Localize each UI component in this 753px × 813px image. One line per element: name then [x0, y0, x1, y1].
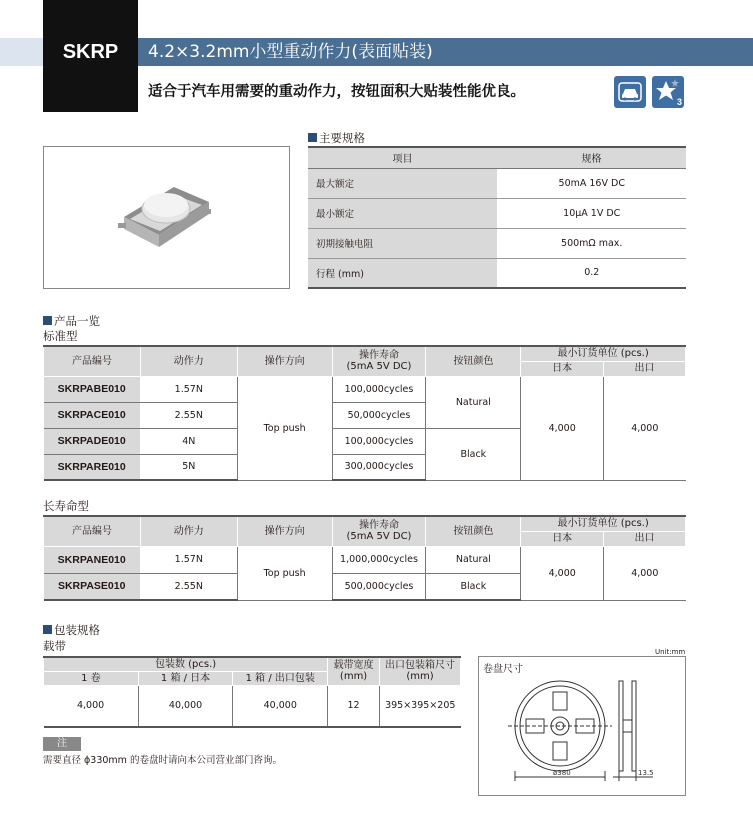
table-cell: 4,000: [521, 546, 604, 600]
badge-number: 3: [677, 97, 683, 107]
table-row: [44, 376, 686, 402]
table-row: [308, 258, 686, 288]
table-cell: 初期接触电阻: [308, 228, 497, 258]
table-cell: 50mA 16V DC: [497, 168, 686, 198]
specs-section-title: 主要规格: [308, 130, 365, 146]
table-header-cell: 操作寿命 (5mA 5V DC): [332, 516, 426, 546]
packaging-sub-title: 载带: [43, 639, 66, 653]
specs-col-spec: 规格: [497, 147, 686, 168]
table-cell: SKRPACE010: [44, 402, 141, 428]
table-header-cell: 操作寿命 (5mA 5V DC): [332, 346, 426, 376]
product-image-frame: [43, 146, 290, 289]
table-header-cell: 产品编号: [44, 346, 141, 376]
page-title: 4.2×3.2mm小型重动作力(表面贴装): [148, 42, 433, 62]
table-cell: 500,000cycles: [332, 573, 426, 600]
table-cell: 40,000: [138, 685, 233, 727]
packaging-table: [43, 656, 461, 728]
reel-dimension-title: 卷盘尺寸: [483, 664, 523, 675]
table-cell: 4,000: [604, 376, 686, 480]
table-cell: SKRPASE010: [44, 573, 141, 600]
note-text: 需要直径 ϕ330mm 的卷盘时请向本公司营业部门咨询。: [43, 755, 282, 766]
table-cell: Natural: [426, 546, 521, 573]
table-cell: Black: [426, 428, 521, 480]
table-cell: 2.55N: [140, 573, 237, 600]
table-cell: 100,000cycles: [332, 376, 426, 402]
table-cell: 50,000cycles: [332, 402, 426, 428]
table-header-cell: 动作力: [140, 516, 237, 546]
table-header-cell: 动作力: [140, 346, 237, 376]
table-cell: 395×395×205: [380, 685, 461, 727]
reel-drawing: [478, 656, 686, 796]
standard-type-title: 标准型: [43, 329, 78, 343]
table-header-cell: 最小订货单位 (pcs.): [521, 516, 686, 531]
table-cell: Black: [426, 573, 521, 600]
table-cell: 40,000: [233, 685, 328, 727]
table-cell: 最小额定: [308, 198, 497, 228]
switch-product-image: [44, 147, 289, 288]
table-row: [44, 546, 686, 573]
table-header-cell: 出口包装箱尺寸 (mm): [380, 657, 461, 685]
product-series-code: SKRP: [62, 41, 119, 63]
long-life-type-title: 长寿命型: [43, 499, 89, 513]
table-cell: 1.57N: [140, 546, 237, 573]
table-cell: 4,000: [44, 685, 139, 727]
table-header-cell: 1 卷: [44, 671, 139, 685]
unit-label: Unit:mm: [655, 648, 686, 656]
products-section-title: 产品一览: [43, 313, 100, 329]
table-cell: 0.2: [497, 258, 686, 288]
table-cell: 1,000,000cycles: [332, 546, 426, 573]
table-row: [308, 228, 686, 258]
table-cell: SKRPANE010: [44, 546, 141, 573]
table-cell: 4N: [140, 428, 237, 454]
table-header-cell: 按钮颜色: [426, 516, 521, 546]
car-icon: [614, 76, 646, 108]
packaging-section-title: 包装规格: [43, 622, 100, 638]
specs-table: [308, 146, 686, 289]
table-header-cell: 1 箱 / 日本: [138, 671, 233, 685]
long-life-products-table: [43, 515, 686, 601]
table-cell: SKRPARE010: [44, 454, 141, 480]
table-header-cell: 载带宽度 (mm): [328, 657, 380, 685]
table-cell: 最大额定: [308, 168, 497, 198]
table-cell: 300,000cycles: [332, 454, 426, 480]
star-rating-icon: [652, 76, 684, 108]
table-header-cell: 最小订货单位 (pcs.): [521, 346, 686, 361]
table-cell: 100,000cycles: [332, 428, 426, 454]
table-cell: 4,000: [521, 376, 604, 480]
table-cell: 2.55N: [140, 402, 237, 428]
standard-products-table: [43, 345, 686, 481]
table-cell: SKRPADE010: [44, 428, 141, 454]
table-cell: Natural: [426, 376, 521, 428]
table-cell: 4,000: [604, 546, 686, 600]
specs-col-item: 项目: [308, 147, 497, 168]
table-cell: 10μA 1V DC: [497, 198, 686, 228]
table-cell: 1.57N: [140, 376, 237, 402]
table-header-cell: 日本: [521, 361, 604, 376]
table-cell: 行程 (mm): [308, 258, 497, 288]
table-row: [308, 198, 686, 228]
page-subtitle: 适合于汽车用需要的重动作力，按钮面积大贴装性能优良。: [148, 84, 525, 100]
table-header-cell: 日本: [521, 531, 604, 546]
table-header-cell: 包装数 (pcs.): [44, 657, 328, 671]
table-row: [44, 685, 461, 727]
table-header-cell: 1 箱 / 出口包装: [233, 671, 328, 685]
table-header-cell: 按钮颜色: [426, 346, 521, 376]
table-cell: 12: [328, 685, 380, 727]
reel-diameter-label: ø380: [553, 769, 571, 777]
table-cell: 500mΩ max.: [497, 228, 686, 258]
note-tag: 注: [43, 737, 81, 751]
table-cell: Top push: [237, 546, 332, 600]
table-row: [308, 168, 686, 198]
table-cell: 5N: [140, 454, 237, 480]
table-cell: Top push: [237, 376, 332, 480]
reel-width-label: 13.5: [638, 769, 654, 777]
table-header-cell: 出口: [604, 531, 686, 546]
table-header-cell: 操作方向: [237, 516, 332, 546]
table-cell: SKRPABE010: [44, 376, 141, 402]
table-header-cell: 产品编号: [44, 516, 141, 546]
table-header-cell: 出口: [604, 361, 686, 376]
table-header-cell: 操作方向: [237, 346, 332, 376]
